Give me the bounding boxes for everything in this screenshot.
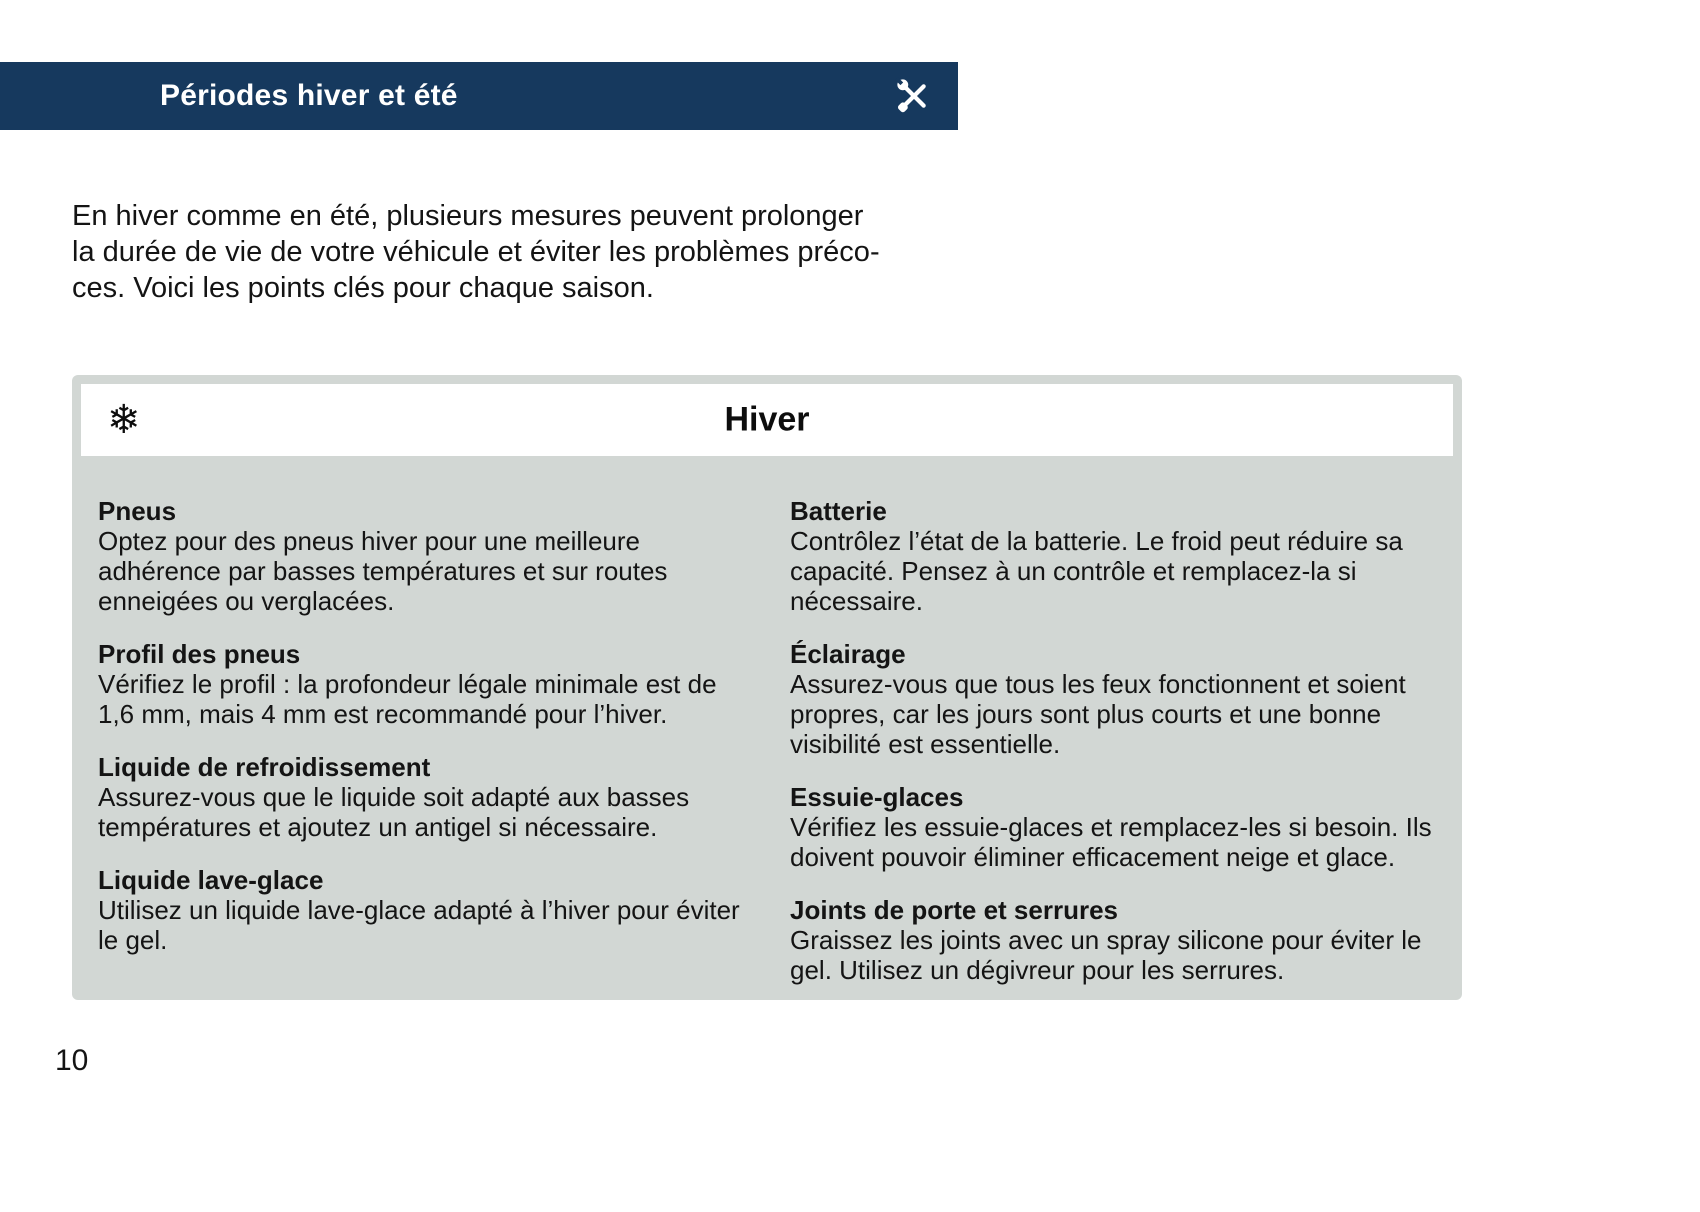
- card-item-profil-des-pneus: [98, 639, 758, 729]
- item-title: Liquide de refroidissement: [98, 752, 431, 782]
- intro-line: la durée de vie de votre véhicule et éviter les problèmes préco-: [72, 236, 880, 268]
- item-title: Éclairage: [790, 639, 906, 669]
- item-body: Assurez-vous que le liquide soit adapté aux basses températures et ajoutez un antigel si nécessaire.: [98, 782, 690, 842]
- section-header-bar: [0, 62, 958, 130]
- item-body: Vérifiez le profil : la profondeur légale minimale est de 1,6 mm, mais 4 mm est recommandé pour l’hiver.: [98, 669, 717, 729]
- card-item-joints-serrures: [790, 895, 1432, 985]
- item-body: Vérifiez les essuie-glaces et remplacez-les si besoin. Ils doivent pouvoir éliminer efficacement neige et glace.: [790, 812, 1432, 872]
- winter-left-column: [98, 496, 758, 1008]
- winter-card-body: [72, 456, 1462, 1008]
- item-body: Contrôlez l’état de la batterie. Le froid peut réduire sa capacité. Pensez à un contrôle et remplacez-la si nécessaire.: [790, 526, 1403, 616]
- card-item-essuie-glaces: [790, 782, 1432, 872]
- item-title: Liquide lave-glace: [98, 865, 324, 895]
- card-item-batterie: [790, 496, 1432, 616]
- item-body: Optez pour des pneus hiver pour une meilleure adhérence par basses températures et sur routes enneigées ou verglacées.: [98, 526, 668, 616]
- item-body: Utilisez un liquide lave-glace adapté à l’hiver pour éviter le gel.: [98, 895, 740, 955]
- intro-paragraph: [72, 198, 880, 306]
- item-title: Profil des pneus: [98, 639, 301, 669]
- card-item-liquide-lave-glace: [98, 865, 758, 955]
- card-item-eclairage: [790, 639, 1432, 759]
- item-title: Joints de porte et serrures: [790, 895, 1118, 925]
- intro-line: ces. Voici les points clés pour chaque saison.: [72, 272, 654, 304]
- page-number: 10: [55, 1044, 89, 1077]
- item-title: Batterie: [790, 496, 887, 526]
- card-item-liquide-refroidissement: [98, 752, 758, 842]
- intro-line: En hiver comme en été, plusieurs mesures peuvent prolonger: [72, 200, 864, 232]
- item-title: Pneus: [98, 496, 177, 526]
- item-body: Assurez-vous que tous les feux fonctionnent et soient propres, car les jours sont plus courts et une bonne visibilité est essentielle.: [790, 669, 1406, 759]
- item-body: Graissez les joints avec un spray silicone pour éviter le gel. Utilisez un dégivreur pour les serrures.: [790, 925, 1422, 985]
- tools-icon: [892, 74, 936, 118]
- item-title: Essuie-glaces: [790, 782, 964, 812]
- winter-card-header: [81, 384, 1453, 456]
- snowflake-icon: ❄: [107, 398, 141, 442]
- winter-card-title: Hiver: [724, 400, 810, 439]
- section-title: Périodes hiver et été: [160, 79, 458, 112]
- card-item-pneus: [98, 496, 758, 616]
- winter-right-column: [790, 496, 1432, 1008]
- winter-card: [72, 375, 1462, 1000]
